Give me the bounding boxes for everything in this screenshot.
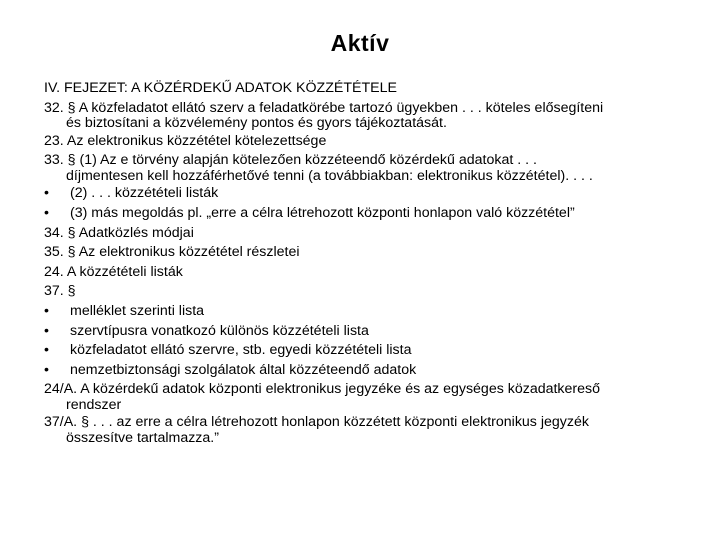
list-item-text: (2) . . . közzétételi listák xyxy=(70,185,219,202)
list-item-text: (3) más megoldás pl. „erre a célra létrehozott központi honlapon való közzététel” xyxy=(70,204,575,221)
section-24a-heading-continued: rendszer xyxy=(66,396,122,413)
list-item xyxy=(44,322,704,342)
list-item xyxy=(44,341,704,361)
bullet-icon: • xyxy=(44,361,49,378)
paragraph-35: 35. § Az elektronikus közzététel részletei xyxy=(44,244,300,261)
bullet-icon: • xyxy=(44,322,49,339)
paragraph-37: 37. § xyxy=(44,283,76,300)
slide-body xyxy=(44,79,704,447)
paragraph-32-continued: és biztosítani a közvélemény pontos és gyors tájékoztatását. xyxy=(66,115,447,132)
list-item-text: közfeladatot ellátó szervre, stb. egyedi közzétételi lista xyxy=(70,342,412,359)
list-item-text: nemzetbiztonsági szolgálatok által közzéteendő adatok xyxy=(70,361,417,378)
paragraph-33-continued: díjmentesen kell hozzáférhetővé tenni (a továbbiakban: elektronikus közzététel). . . . xyxy=(66,167,593,184)
section-23-heading: 23. Az elektronikus közzététel kötelezettsége xyxy=(44,132,327,149)
bullet-icon: • xyxy=(44,204,49,221)
bullet-icon: • xyxy=(44,185,49,202)
list-item xyxy=(44,361,704,381)
paragraph-37a: 37/A. § . . . az erre a célra létrehozott honlapon közzétett központi elektronikus jegyzék xyxy=(44,414,589,431)
list-item-text: melléklet szerinti lista xyxy=(70,302,205,319)
chapter-heading: IV. FEJEZET: A KÖZÉRDEKŰ ADATOK KÖZZÉTÉTELE xyxy=(44,80,397,96)
list-item xyxy=(44,302,704,322)
bullet-icon: • xyxy=(44,342,49,359)
section-24a-heading: 24/A. A közérdekű adatok központi elektronikus jegyzéke és az egységes közadatkereső xyxy=(44,381,601,398)
paragraph-33: 33. § (1) Az e törvény alapján kötelezően közzéteendő közérdekű adatokat . . . xyxy=(44,152,537,169)
paragraph-37a-continued: összesítve tartalmazza.” xyxy=(66,430,219,446)
slide-title: Aktív xyxy=(330,30,390,56)
list-item xyxy=(44,204,704,224)
paragraph-34: 34. § Adatközlés módjai xyxy=(44,224,194,241)
section-24-heading: 24. A közzétételi listák xyxy=(44,263,183,280)
list-item xyxy=(44,184,704,204)
paragraph-32: 32. § A közfeladatot ellátó szerv a feladatkörébe tartozó ügyekben . . . köteles elősegíteni xyxy=(44,99,604,116)
list-item-text: szervtípusra vonatkozó különös közzétételi lista xyxy=(70,322,369,339)
bullet-icon: • xyxy=(44,302,49,319)
